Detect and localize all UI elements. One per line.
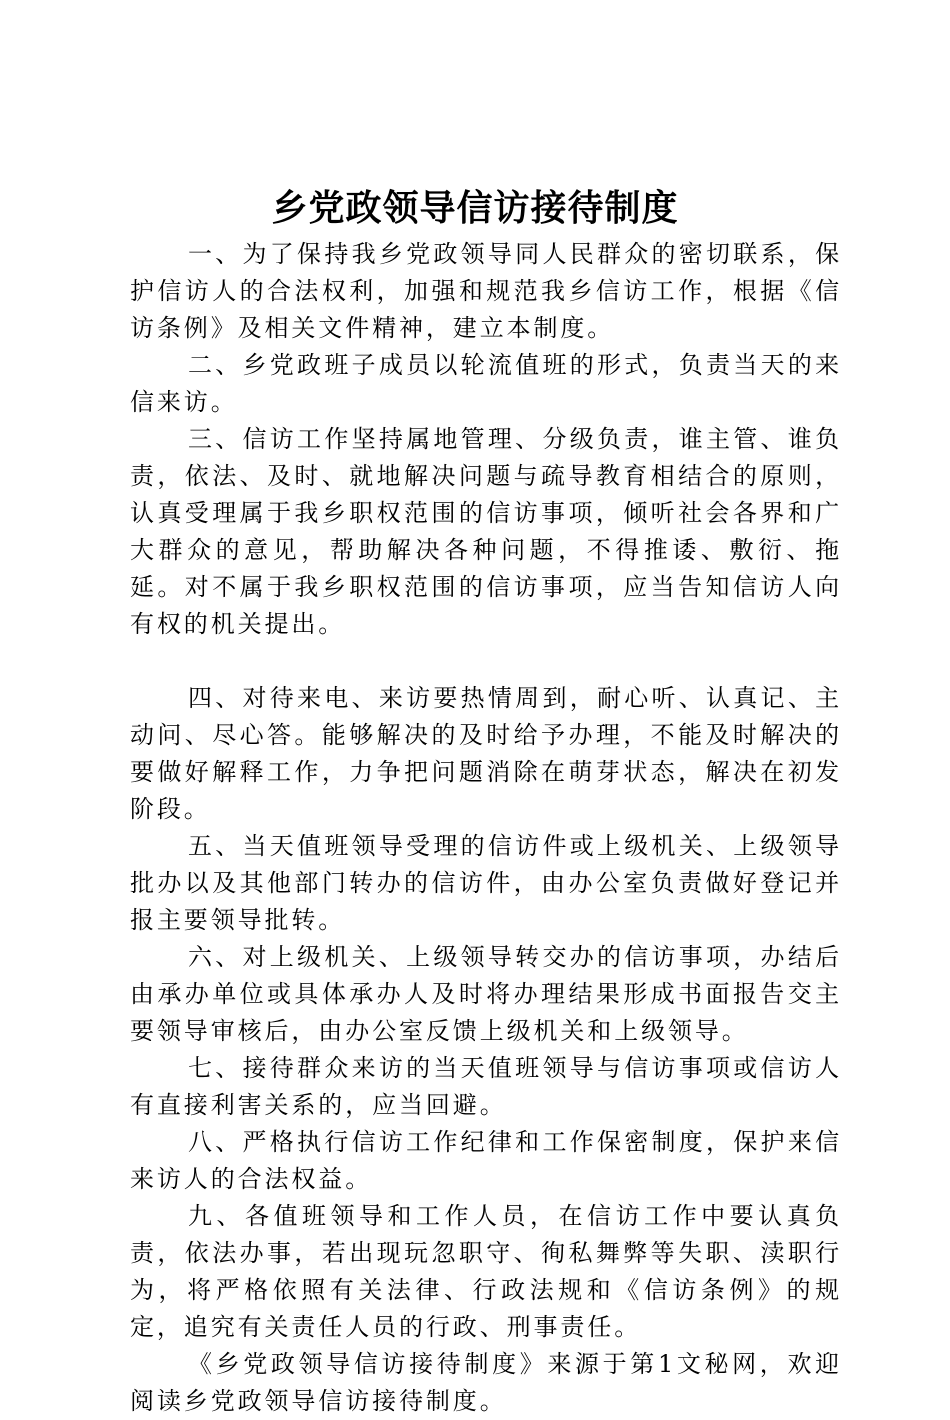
paragraph-3: 三、信访工作坚持属地管理、分级负责，谁主管、谁负责，依法、及时、就地解决问题与疏导教育相结合的原则，认真受理属于我乡职权范围的信访事项，倾听社会各界和广大群众的意见，帮助解决各种问题，不得推诿、敷衍、拖延。对不属于我乡职权范围的信访事项，应当告知信访人向有权的机关提出。 bbox=[130, 425, 842, 638]
paragraph-8: 八、严格执行信访工作纪律和工作保密制度，保护来信来访人的合法权益。 bbox=[130, 1128, 842, 1193]
paragraph-9: 九、各值班领导和工作人员，在信访工作中要认真负责，依法办事，若出现玩忽职守、徇私舞弊等失职、渎职行为，将严格依照有关法律、行政法规和《信访条例》的规定，追究有关责任人员的行政、刑事责任。 bbox=[130, 1202, 842, 1341]
paragraph-1: 一、为了保持我乡党政领导同人民群众的密切联系，保护信访人的合法权利，加强和规范我乡信访工作，根据《信访条例》及相关文件精神，建立本制度。 bbox=[130, 240, 842, 342]
paragraph-7: 七、接待群众来访的当天值班领导与信访事项或信访人有直接利害关系的，应当回避。 bbox=[130, 1054, 842, 1119]
paragraph-5: 五、当天值班领导受理的信访件或上级机关、上级领导批办以及其他部门转办的信访件，由办公室负责做好登记并报主要领导批转。 bbox=[130, 832, 842, 934]
paragraph-4: 四、对待来电、来访要热情周到，耐心听、认真记、主动问、尽心答。能够解决的及时给予办理，不能及时解决的要做好解释工作，力争把问题消除在萌芽状态，解决在初发阶段。 bbox=[130, 684, 842, 823]
paragraph-2: 二、乡党政班子成员以轮流值班的形式，负责当天的来信来访。 bbox=[130, 351, 842, 416]
paragraph-6: 六、对上级机关、上级领导转交办的信访事项，办结后由承办单位或具体承办人及时将办理结果形成书面报告交主要领导审核后，由办公室反馈上级机关和上级领导。 bbox=[130, 943, 842, 1045]
document-body bbox=[130, 236, 842, 1420]
source-note-paragraph: 《乡党政领导信访接待制度》来源于第1文秘网，欢迎阅读乡党政领导信访接待制度。 bbox=[130, 1350, 842, 1415]
document-title: 乡党政领导信访接待制度 bbox=[271, 187, 679, 229]
